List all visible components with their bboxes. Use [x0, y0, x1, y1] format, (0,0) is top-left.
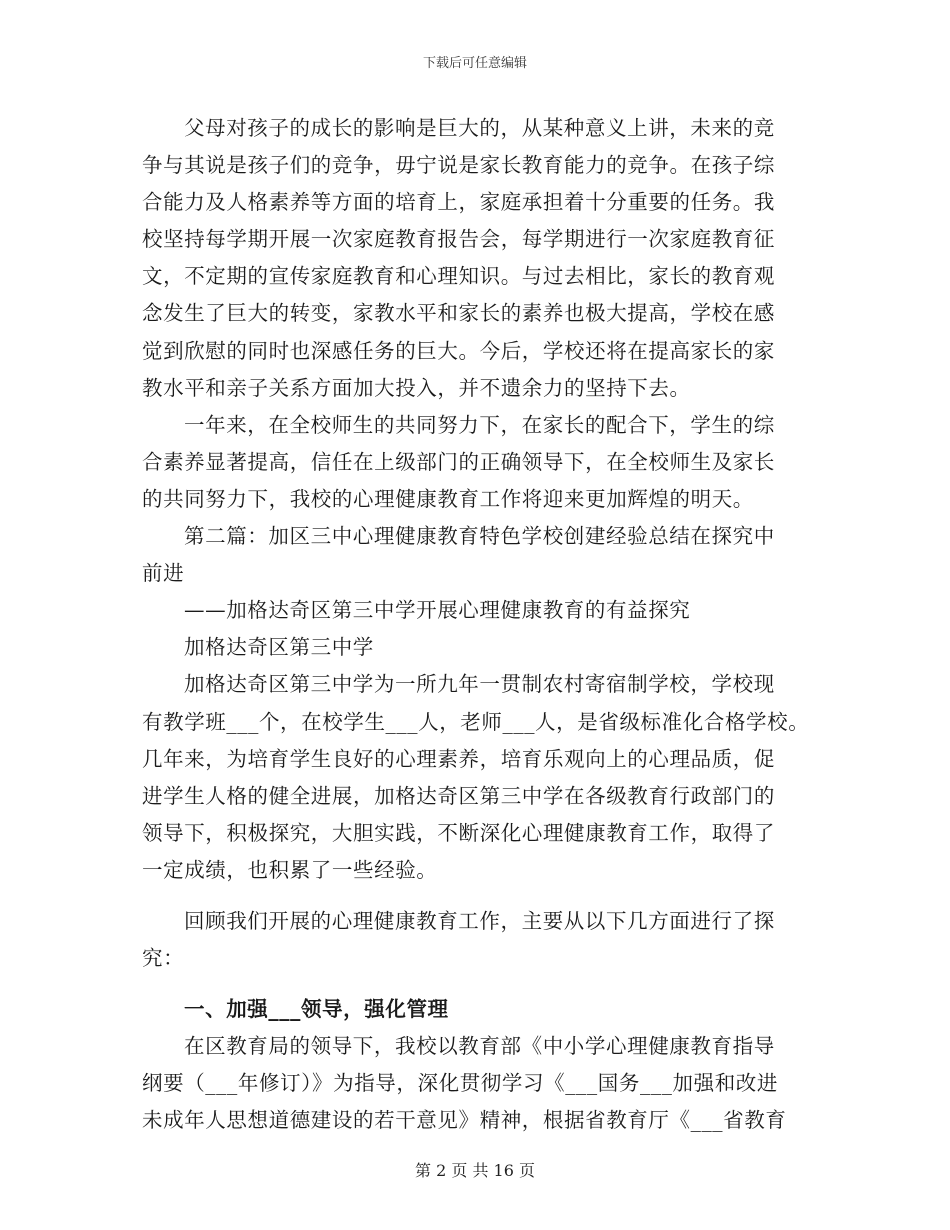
page-number-footer: 第 2 页 共 16 页 — [415, 1161, 535, 1180]
paragraph-line: 合能力及人格素养等方面的培育上，家庭承担着十分重要的任务。我 — [142, 190, 775, 215]
paragraph-line: 回顾我们开展的心理健康教育工作，主要从以下几方面进行了探 — [184, 908, 775, 933]
paragraph-line: 究： — [142, 946, 185, 971]
subtitle-line: ——加格达奇区第三中学开展心理健康教育的有益探究 — [184, 598, 691, 623]
section-heading: 一、加强___领导，强化管理 — [184, 997, 449, 1022]
paragraph-line: 争与其说是孩子们的竞争，毋宁说是家长教育能力的竞争。在孩子综 — [142, 153, 775, 178]
section-title-line: 前进 — [142, 561, 185, 586]
paragraph-line: 领导下，积极探究，大胆实践，不断深化心理健康教育工作，取得了 — [142, 820, 775, 845]
paragraph-line: 教水平和亲子关系方面加大投入，并不遗余力的坚持下去。 — [142, 375, 691, 400]
paragraph-line: 校坚持每学期开展一次家庭教育报告会，每学期进行一次家庭教育征 — [142, 227, 775, 252]
paragraph-line: 未成年人思想道德建设的若干意见》精神，根据省教育厅《___省教育 — [142, 1108, 787, 1133]
section-title-line: 第二篇：加区三中心理健康教育特色学校创建经验总结在探究中 — [184, 524, 775, 549]
paragraph-line: 合素养显著提高，信任在上级部门的正确领导下，在全校师生及家长 — [142, 449, 775, 474]
paragraph-line: 文，不定期的宣传家庭教育和心理知识。与过去相比，家长的教育观 — [142, 264, 775, 289]
paragraph-line: 加格达奇区第三中学为一所九年一贯制农村寄宿制学校，学校现 — [184, 672, 775, 697]
paragraph-line: 进学生人格的健全进展，加格达奇区第三中学在各级教育行政部门的 — [142, 783, 775, 808]
paragraph-line: 有教学班___个，在校学生___人，老师___人，是省级标准化合格学校。 — [142, 709, 810, 734]
paragraph-line: 念发生了巨大的转变，家教水平和家长的素养也极大提高，学校在感 — [142, 301, 775, 326]
paragraph-line: 觉到欣慰的同时也深感任务的巨大。今后，学校还将在提高家长的家 — [142, 338, 775, 363]
document-body — [142, 110, 822, 1140]
paragraph-line: 一年来，在全校师生的共同努力下，在家长的配合下，学生的综 — [184, 412, 775, 437]
paragraph-line: 一定成绩，也积累了一些经验。 — [142, 857, 438, 882]
paragraph-line: 几年来，为培育学生良好的心理素养，培育乐观向上的心理品质，促 — [142, 746, 775, 771]
author-line: 加格达奇区第三中学 — [184, 635, 374, 660]
page-header-note: 下载后可任意编辑 — [422, 56, 527, 71]
paragraph-line: 在区教育局的领导下，我校以教育部《中小学心理健康教育指导 — [184, 1034, 775, 1059]
paragraph-line: 纲要（___年修订）》为指导，深化贯彻学习《___国务___加强和改进 — [142, 1071, 778, 1096]
paragraph-line: 的共同努力下，我校的心理健康教育工作将迎来更加辉煌的明天。 — [142, 486, 754, 511]
paragraph-line: 父母对孩子的成长的影响是巨大的，从某种意义上讲，未来的竞 — [184, 116, 775, 140]
